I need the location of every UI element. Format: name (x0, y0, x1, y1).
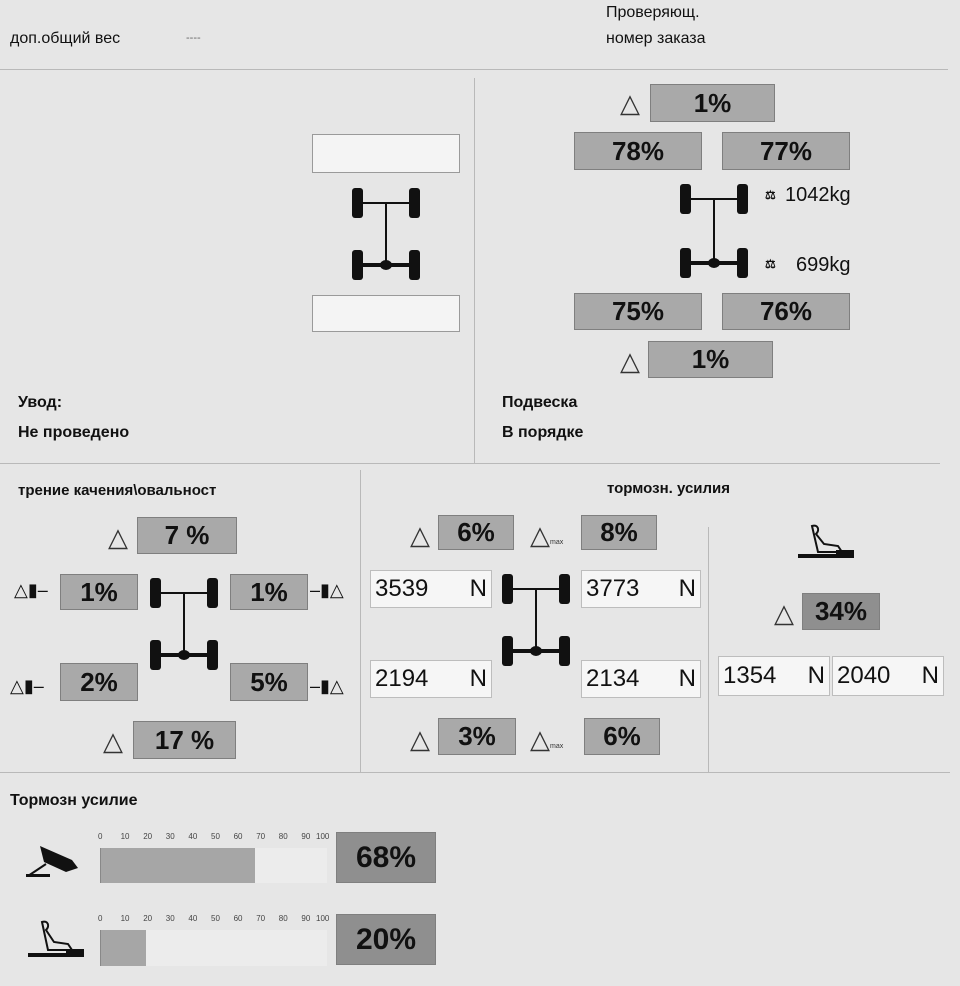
brake-front-right (581, 570, 701, 608)
divider (0, 772, 950, 773)
parking-brake-value: 20% (336, 914, 436, 965)
scale-tick-label: 50 (211, 832, 220, 841)
scale-tick-label: 20 (143, 832, 153, 841)
scale-tick-label: 70 (256, 914, 266, 923)
scale-tick-label: 40 (188, 914, 198, 923)
scale-tick-label: 30 (165, 832, 175, 841)
scale-tick-label: 20 (143, 914, 153, 923)
alignment-rear-box (312, 295, 460, 332)
brake-rear-right-value: 2134 (586, 665, 640, 692)
wheel-icon: –▮△ (310, 580, 344, 600)
unit-label: N (469, 665, 487, 692)
triangle-max-icon: △max (530, 520, 564, 550)
suspension-top-delta: 1% (650, 84, 775, 122)
scale-tick-label: 30 (165, 914, 175, 923)
scale-tick-label: 90 (301, 832, 311, 841)
alignment-status: Не проведено (18, 424, 130, 441)
unit-label: N (921, 662, 939, 689)
wheel-icon: △▮– (14, 580, 48, 600)
parking-brake-delta: 34% (802, 593, 880, 630)
brake-front-right-value: 3773 (586, 575, 640, 602)
wheel-icon: △▮– (10, 676, 44, 696)
divider (708, 527, 709, 772)
scale-tick-label: 10 (120, 914, 130, 923)
order-number-label: номер заказа (606, 30, 706, 47)
rolling-rear-right: 5% (230, 663, 308, 701)
scale-tick-label: 100 (316, 832, 330, 841)
divider (474, 78, 475, 463)
unit-label: N (807, 662, 825, 689)
scale-tick-label: 80 (278, 914, 288, 923)
parking-brake-bar (100, 930, 327, 966)
axle-diagram-icon (498, 572, 574, 668)
parking-brake-fill (101, 930, 146, 966)
rolling-title: трение качения\овальност (18, 482, 217, 499)
triangle-icon: △ (774, 598, 794, 628)
scale-tick-label: 60 (233, 832, 243, 841)
suspension-title: Подвеска (502, 394, 578, 411)
parking-brake-left (718, 656, 830, 696)
suspension-rear-right: 76% (722, 293, 850, 330)
parking-brake-right (832, 656, 944, 696)
rolling-front-delta: 7 % (137, 517, 237, 554)
axle-diagram-icon (676, 182, 752, 280)
weight-icon: ⚖ (765, 257, 776, 271)
brake-rear-left (370, 660, 492, 698)
brake-front-left-value: 3539 (375, 575, 429, 602)
service-brake-scale (100, 832, 328, 846)
brake-rear-right (581, 660, 701, 698)
scale-tick-label: 70 (256, 832, 266, 841)
triangle-icon: △ (103, 726, 123, 756)
scale-tick-label: 50 (211, 914, 220, 923)
parking-brake-left-value: 1354 (723, 662, 777, 689)
triangle-icon: △ (410, 724, 430, 754)
rolling-front-right: 1% (230, 574, 308, 610)
weight-icon: ⚖ (765, 188, 776, 202)
brake-front-delta: 6% (438, 515, 514, 550)
axle-diagram-icon (146, 576, 222, 672)
suspension-front-left: 78% (574, 132, 702, 170)
unit-label: N (469, 575, 487, 602)
hand-brake-icon (28, 916, 84, 962)
scale-tick-label: 10 (120, 832, 130, 841)
scale-tick-label: 0 (98, 914, 103, 923)
extra-weight-label: доп.общий вес (10, 30, 121, 47)
suspension-rear-left: 75% (574, 293, 702, 330)
parking-brake-right-value: 2040 (837, 662, 891, 689)
hand-brake-icon (798, 520, 854, 564)
axle-diagram-icon (348, 186, 424, 282)
scale-tick-label: 40 (188, 832, 198, 841)
unit-label: N (678, 575, 696, 602)
brake-front-max: 8% (581, 515, 657, 550)
triangle-icon: △ (620, 346, 640, 376)
triangle-max-icon: △max (530, 724, 564, 754)
suspension-status: В порядке (502, 424, 584, 441)
brake-forces-title: тормозн. усилия (607, 480, 731, 497)
brake-front-left (370, 570, 492, 608)
brake-rear-left-value: 2194 (375, 665, 429, 692)
scale-tick-label: 60 (233, 914, 243, 923)
divider (0, 69, 948, 70)
brake-rear-max: 6% (584, 718, 660, 755)
divider (0, 463, 940, 464)
triangle-icon: △ (620, 88, 640, 118)
inspector-label: Проверяющ. (606, 4, 700, 21)
service-brake-bar (100, 848, 327, 883)
scale-tick-label: 100 (316, 914, 330, 923)
foot-pedal-icon (26, 842, 84, 878)
divider (360, 470, 361, 772)
scale-tick-label: 0 (98, 832, 103, 841)
scale-tick-label: 80 (278, 832, 288, 841)
triangle-icon: △ (410, 520, 430, 550)
alignment-title: Увод: (18, 394, 63, 411)
rolling-rear-delta: 17 % (133, 721, 236, 759)
rear-axle-weight: 699kg (796, 254, 851, 276)
triangle-icon: △ (108, 522, 128, 552)
extra-weight-value: ---- (186, 32, 201, 44)
service-brake-fill (101, 848, 255, 883)
suspension-front-right: 77% (722, 132, 850, 170)
brake-rear-delta: 3% (438, 718, 516, 755)
front-axle-weight: 1042kg (785, 184, 851, 206)
brake-effort-title: Тормозн усилие (10, 792, 138, 809)
unit-label: N (678, 665, 696, 692)
scale-tick-label: 90 (301, 914, 311, 923)
alignment-front-box (312, 134, 460, 173)
service-brake-value: 68% (336, 832, 436, 883)
rolling-rear-left: 2% (60, 663, 138, 701)
parking-brake-scale (100, 914, 328, 928)
rolling-front-left: 1% (60, 574, 138, 610)
suspension-bottom-delta: 1% (648, 341, 773, 378)
wheel-icon: –▮△ (310, 676, 344, 696)
